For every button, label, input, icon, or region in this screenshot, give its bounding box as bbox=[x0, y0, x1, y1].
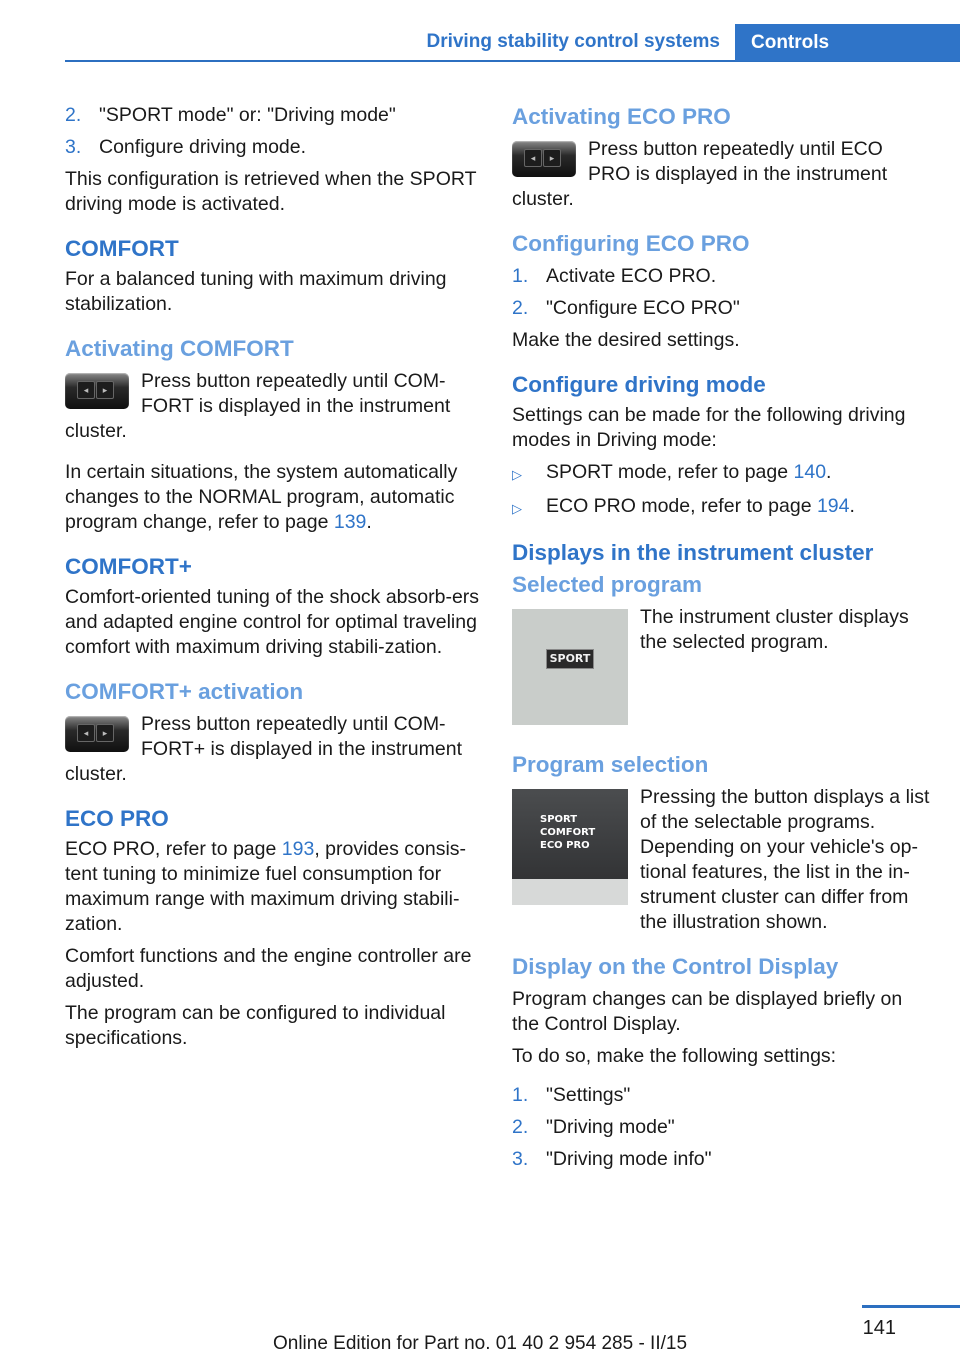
page-header bbox=[65, 24, 960, 62]
page-link-139[interactable]: 139 bbox=[333, 511, 367, 533]
page-link-193[interactable]: 193 bbox=[281, 838, 315, 860]
program-list-item: COMFORT bbox=[540, 827, 596, 838]
edition-note: Online Edition for Part no. 01 40 2 954 285 - II/15 bbox=[272, 1333, 688, 1354]
step-text: "Driving mode info" bbox=[546, 1148, 712, 1170]
program-selection-heading: Program selection bbox=[512, 752, 709, 777]
comfort-plus-activation-heading: COMFORT+ activation bbox=[65, 679, 304, 704]
step-text: "Driving mode" bbox=[546, 1116, 675, 1138]
program-selection-block bbox=[512, 785, 930, 935]
config-note: This configuration is retrieved when the SPORT driving mode is activated. bbox=[65, 168, 477, 215]
step-number: 1. bbox=[512, 265, 529, 287]
control-display-heading: Display on the Control Display bbox=[512, 954, 839, 979]
comfort-text: For a balanced tuning with maximum driving stabilization. bbox=[65, 268, 447, 315]
driving-experience-switch-icon: ◂ ▸ bbox=[512, 141, 576, 177]
step-number: 1. bbox=[512, 1084, 529, 1106]
program-list-item: SPORT bbox=[540, 814, 578, 825]
comfort-heading: COMFORT bbox=[65, 236, 179, 261]
activating-eco-text: Press button repeatedly until ECO PRO is displayed in the instrument cluster. bbox=[512, 138, 888, 210]
step-text: "Configure ECO PRO" bbox=[546, 297, 740, 319]
list-item bbox=[512, 264, 930, 289]
eco-pro-heading: ECO PRO bbox=[65, 806, 169, 831]
comfort-plus-activation-text: Press button repeatedly until COM‐FORT+ is displayed in the instrument cluster. bbox=[65, 713, 462, 785]
comfort-plus-activation-block bbox=[65, 712, 480, 787]
eco-pro-text: ECO PRO, refer to page 193, provides consis‐tent tuning to minimize fuel consumption for maximum range with maximum driving stabili‐zation. bbox=[65, 838, 467, 935]
configuring-eco-heading: Configuring ECO PRO bbox=[512, 231, 750, 256]
list-item bbox=[65, 103, 480, 128]
list-item: ▷ SPORT mode, refer to page 140. bbox=[512, 460, 930, 487]
auto-change-text: In certain situations, the system automatically changes to the NORMAL program, automatic program change, refer to page 139. bbox=[65, 461, 458, 533]
program-selection-text: Pressing the button displays a list of the selectable programs. Depending on your vehicle's op‐tional features, the list in the in‐strument cluster can differ from the illustration shown. bbox=[640, 786, 930, 933]
list-item bbox=[512, 1115, 930, 1140]
selected-program-heading: Selected program bbox=[512, 572, 703, 597]
triangle-bullet-icon: ▷ bbox=[512, 501, 522, 516]
step-number: 2. bbox=[512, 297, 529, 319]
configure-driving-heading: Configure driving mode bbox=[512, 372, 766, 397]
step-number: 3. bbox=[65, 136, 82, 158]
chapter-tab: Controls bbox=[735, 24, 960, 61]
driving-experience-switch-icon: ◂ ▸ bbox=[65, 373, 129, 409]
footer-divider bbox=[862, 1305, 960, 1308]
page-link-194[interactable]: 194 bbox=[816, 495, 850, 517]
sport-badge: SPORT bbox=[546, 649, 594, 669]
triangle-bullet-icon: ▷ bbox=[512, 467, 522, 482]
comfort-plus-text: Comfort-oriented tuning of the shock absorb‐ers and adapted engine control for optimal traveling comfort with maximum driving stabili‐zation. bbox=[65, 586, 480, 658]
step-text: Configure driving mode. bbox=[99, 136, 307, 158]
list-item bbox=[512, 1147, 930, 1172]
program-list-image bbox=[512, 789, 628, 905]
activating-eco-heading: Activating ECO PRO bbox=[512, 104, 731, 129]
program-list-item: ECO PRO bbox=[540, 840, 590, 851]
section-title: Driving stability control systems bbox=[426, 31, 720, 52]
configuring-eco-after: Make the desired settings. bbox=[512, 329, 740, 351]
left-column bbox=[65, 103, 480, 1058]
control-display-text: Program changes can be displayed briefly on the Control Display. bbox=[512, 988, 903, 1035]
right-column bbox=[512, 103, 930, 1179]
list-item bbox=[512, 296, 930, 321]
instrument-cluster-image bbox=[512, 609, 628, 725]
step-number: 3. bbox=[512, 1148, 529, 1170]
activating-comfort-block bbox=[65, 369, 480, 444]
list-item: ▷ ECO PRO mode, refer to page 194. bbox=[512, 494, 930, 521]
eco-pro-p3: The program can be configured to individual specifications. bbox=[65, 1002, 446, 1049]
configure-driving-text: Settings can be made for the following driving modes in Driving mode: bbox=[512, 404, 906, 451]
step-text: "SPORT mode" or: "Driving mode" bbox=[99, 104, 396, 126]
displays-heading: Displays in the instrument cluster bbox=[512, 540, 874, 565]
activating-comfort-heading: Activating COMFORT bbox=[65, 336, 294, 361]
page-number: 141 bbox=[862, 1317, 896, 1339]
eco-pro-p2: Comfort functions and the engine controller are adjusted. bbox=[65, 945, 472, 992]
activating-eco-block bbox=[512, 137, 930, 212]
step-number: 2. bbox=[65, 104, 82, 126]
step-text: "Settings" bbox=[546, 1084, 631, 1106]
control-display-text2: To do so, make the following settings: bbox=[512, 1045, 837, 1067]
selected-program-block bbox=[512, 605, 930, 733]
list-item bbox=[512, 1083, 930, 1108]
step-number: 2. bbox=[512, 1116, 529, 1138]
selected-program-text: The instrument cluster displays the selected program. bbox=[640, 606, 909, 653]
comfort-plus-heading: COMFORT+ bbox=[65, 554, 192, 579]
list-item bbox=[65, 135, 480, 160]
page-link-140[interactable]: 140 bbox=[793, 461, 827, 483]
step-text: Activate ECO PRO. bbox=[546, 265, 717, 287]
driving-experience-switch-icon: ◂ ▸ bbox=[65, 716, 129, 752]
activating-comfort-text: Press button repeatedly until COM‐FORT is displayed in the instrument cluster. bbox=[65, 370, 451, 442]
